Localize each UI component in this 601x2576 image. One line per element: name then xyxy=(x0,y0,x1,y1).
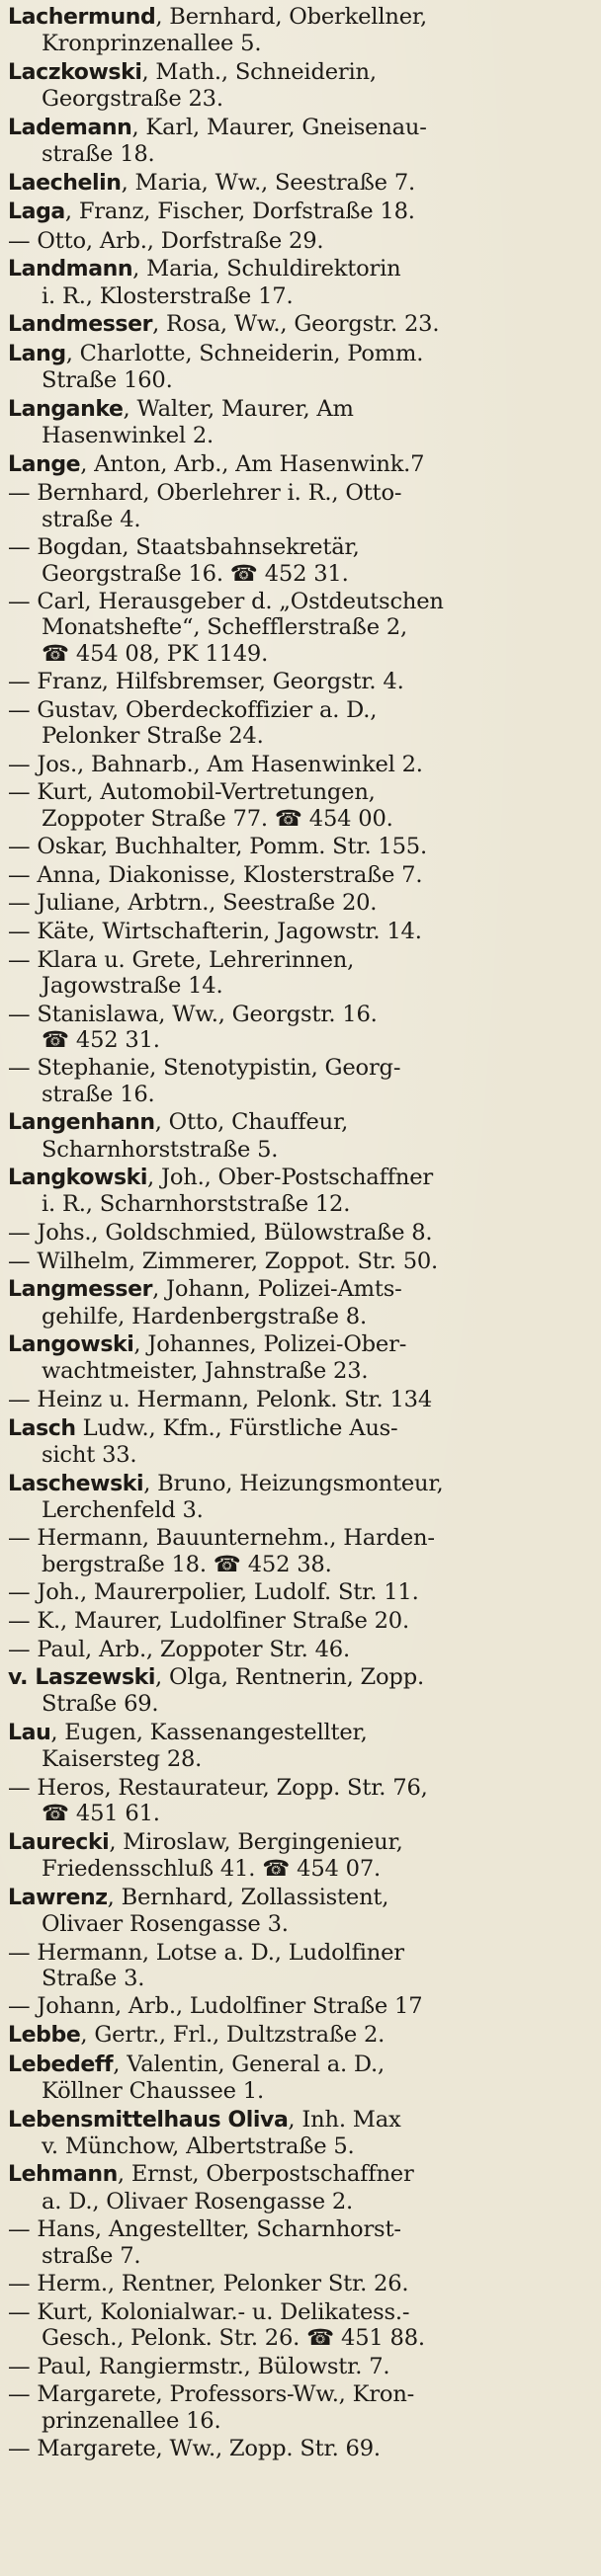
entry-first-line xyxy=(8,1579,595,1605)
entry-first-line xyxy=(8,1829,595,1856)
entry-text: — Kurt, Automobil-Vertretungen, xyxy=(8,779,376,806)
entry-text: Friedensschluß 41. ☎ 454 07. xyxy=(42,1856,381,1883)
entry-surname: Landmesser xyxy=(8,312,153,338)
entry-first-line xyxy=(8,1664,595,1691)
entry-text: — Carl, Herausgeber d. „Ostdeutschen xyxy=(8,589,444,615)
entry-text: — K., Maurer, Ludolfiner Straße 20. xyxy=(8,1607,409,1634)
entry-first-line xyxy=(8,947,595,973)
entry-surname: Lehmann xyxy=(8,2162,118,2188)
entry-first-line xyxy=(8,834,595,859)
entry-first-line xyxy=(8,1165,595,1191)
entry-surname: Langanke xyxy=(8,396,124,422)
entry-text: , Eugen, Kassenangestellter, xyxy=(50,1719,368,1745)
directory-entry xyxy=(8,2354,595,2379)
entry-text: , Otto, Chauffeur, xyxy=(154,1109,349,1136)
entry-first-line xyxy=(8,752,595,777)
directory-entry xyxy=(8,1415,595,1469)
directory-entry xyxy=(8,311,595,338)
entry-text: — Gustav, Oberdeckoffizier a. D., xyxy=(8,696,378,723)
directory-entry xyxy=(8,451,595,478)
directory-entry xyxy=(8,115,595,168)
entry-continuation-line xyxy=(8,1552,595,1577)
entry-continuation-line xyxy=(8,507,595,532)
entry-first-line xyxy=(8,1002,595,1027)
entry-surname: Lachermund xyxy=(8,5,156,30)
entry-surname: Lang xyxy=(8,341,66,366)
entry-text: , Miroslaw, Bergingenieur, xyxy=(109,1828,403,1855)
directory-entry xyxy=(8,2381,595,2434)
directory-entry xyxy=(8,1248,595,1274)
directory-entry xyxy=(8,1055,595,1107)
entry-continuation-line xyxy=(8,2408,595,2434)
entry-surname: Laga xyxy=(8,200,65,225)
directory-entry xyxy=(8,1525,595,1577)
entry-first-line xyxy=(8,199,595,225)
entry-continuation-line xyxy=(8,1911,595,1937)
entry-text: , Anton, Arb., Am Hasenwink.7 xyxy=(80,450,425,477)
entry-text: i. R., Klosterstraße 17. xyxy=(42,282,294,309)
entry-continuation-line xyxy=(8,1691,595,1717)
entry-first-line xyxy=(8,697,595,723)
entry-surname: Laechelin xyxy=(8,170,122,196)
directory-entry xyxy=(8,59,595,113)
entry-first-line xyxy=(8,451,595,478)
entry-first-line xyxy=(8,1109,595,1136)
directory-entry xyxy=(8,947,595,1000)
entry-first-line xyxy=(8,589,595,614)
entry-text: Scharnhorststraße 5. xyxy=(42,1136,279,1163)
entry-first-line xyxy=(8,115,595,141)
entry-text: , Rosa, Ww., Georgstr. 23. xyxy=(152,311,440,338)
directory-entry xyxy=(8,919,595,944)
directory-entry xyxy=(8,1993,595,2019)
entry-continuation-line xyxy=(8,1856,595,1882)
entry-first-line xyxy=(8,2299,595,2325)
entry-continuation-line xyxy=(8,1497,595,1523)
entry-text: Ludw., Kfm., Fürstliche Aus- xyxy=(75,1414,398,1441)
entry-first-line xyxy=(8,1276,595,1303)
directory-entry xyxy=(8,1276,595,1329)
directory-entry xyxy=(8,1220,595,1246)
directory-entry xyxy=(8,1579,595,1605)
entry-text: — Herm., Rentner, Pelonker Str. 26. xyxy=(8,2271,409,2297)
directory-entry xyxy=(8,1165,595,1218)
entry-first-line xyxy=(8,890,595,916)
directory-entry xyxy=(8,228,595,254)
entry-first-line xyxy=(8,1608,595,1634)
entry-text: — Johs., Goldschmied, Bülowstraße 8. xyxy=(8,1220,433,1247)
entry-first-line xyxy=(8,311,595,338)
directory-entry xyxy=(8,1002,595,1054)
entry-first-line xyxy=(8,669,595,694)
entry-text: , Gertr., Frl., Dultzstraße 2. xyxy=(80,2022,386,2049)
directory-entry xyxy=(8,2299,595,2352)
entry-text: — Oskar, Buchhalter, Pomm. Str. 155. xyxy=(8,834,427,860)
entry-text: — Klara u. Grete, Lehrerinnen, xyxy=(8,946,355,973)
entry-text: straße 18. xyxy=(42,141,155,168)
entry-first-line xyxy=(8,919,595,944)
entry-first-line xyxy=(8,1637,595,1662)
entry-first-line xyxy=(8,1775,595,1801)
directory-entry xyxy=(8,4,595,57)
entry-continuation-line xyxy=(8,806,595,832)
directory-entry xyxy=(8,1637,595,1662)
directory-entry xyxy=(8,2052,595,2105)
entry-surname: Laschewski xyxy=(8,1471,144,1496)
entry-first-line xyxy=(8,341,595,367)
directory-entry xyxy=(8,2436,595,2461)
entry-continuation-line xyxy=(8,31,595,56)
directory-entry xyxy=(8,480,595,532)
entry-first-line xyxy=(8,1248,595,1274)
directory-entry xyxy=(8,1775,595,1827)
entry-surname: Landmann xyxy=(8,257,133,282)
entry-text: Lerchenfeld 3. xyxy=(42,1496,204,1523)
entry-text: Gesch., Pelonk. Str. 26. ☎ 451 88. xyxy=(42,2325,425,2352)
entry-continuation-line xyxy=(8,367,595,393)
entry-text: — Johann, Arb., Ludolfiner Straße 17 xyxy=(8,1993,423,2020)
directory-entry xyxy=(8,341,595,394)
entry-first-line xyxy=(8,1055,595,1081)
entry-text: , Valentin, General a. D., xyxy=(113,2051,386,2077)
entry-text: — Paul, Arb., Zoppoter Str. 46. xyxy=(8,1636,350,1662)
entry-text: prinzenallee 16. xyxy=(42,2407,221,2434)
entry-continuation-line xyxy=(8,1966,595,1991)
entry-first-line xyxy=(8,2354,595,2379)
entry-text: — Hermann, Lotse a. D., Ludolfiner xyxy=(8,1939,404,1966)
entry-continuation-line xyxy=(8,1801,595,1826)
entry-text: — Juliane, Arbtrn., Seestraße 20. xyxy=(8,890,378,917)
entry-continuation-line xyxy=(8,561,595,587)
entry-continuation-line xyxy=(8,86,595,112)
directory-entry xyxy=(8,669,595,694)
directory-entry xyxy=(8,1331,595,1385)
entry-text: , Franz, Fischer, Dorfstraße 18. xyxy=(64,199,415,225)
entry-continuation-line xyxy=(8,614,595,640)
entry-text: — Paul, Rangiermstr., Bülowstr. 7. xyxy=(8,2353,390,2379)
entry-first-line xyxy=(8,2216,595,2242)
entry-first-line xyxy=(8,59,595,86)
entry-text: , Maria, Schuldirektorin xyxy=(132,256,401,282)
entry-surname: Laczkowski xyxy=(8,59,142,85)
entry-text: Kaisersteg 28. xyxy=(42,1746,203,1773)
entry-first-line xyxy=(8,2161,595,2188)
entry-continuation-line xyxy=(8,2133,595,2159)
entry-continuation-line xyxy=(8,1191,595,1217)
entry-surname: Laurecki xyxy=(8,1829,110,1855)
directory-entry xyxy=(8,2271,595,2296)
entry-text: Georgstraße 16. ☎ 452 31. xyxy=(42,560,349,587)
entry-first-line xyxy=(8,862,595,888)
entry-continuation-line xyxy=(8,723,595,749)
entry-text: Hasenwinkel 2. xyxy=(42,423,215,449)
entry-first-line xyxy=(8,534,595,560)
entry-first-line xyxy=(8,2271,595,2296)
entry-text: gehilfe, Hardenbergstraße 8. xyxy=(42,1303,367,1329)
entry-text: — Kurt, Kolonialwar.- u. Delikatess.- xyxy=(8,2298,410,2325)
entry-text: , Bernhard, Oberkellner, xyxy=(155,4,427,30)
entry-continuation-line xyxy=(8,2078,595,2104)
directory-entry xyxy=(8,2161,595,2214)
entry-first-line xyxy=(8,170,595,197)
directory-entry xyxy=(8,1608,595,1634)
entry-continuation-line xyxy=(8,423,595,448)
entry-first-line xyxy=(8,1940,595,1966)
entry-text: Pelonker Straße 24. xyxy=(42,723,264,750)
entry-text: , Charlotte, Schneiderin, Pomm. xyxy=(65,340,424,366)
entry-text: — Hermann, Bauunternehm., Harden- xyxy=(8,1525,435,1552)
entry-text: — Jos., Bahnarb., Am Hasenwinkel 2. xyxy=(8,751,423,777)
directory-entry xyxy=(8,1885,595,1938)
entry-first-line xyxy=(8,396,595,423)
entry-continuation-line xyxy=(8,1358,595,1384)
entry-first-line xyxy=(8,228,595,254)
directory-entry xyxy=(8,779,595,832)
entry-text: straße 16. xyxy=(42,1081,155,1107)
entry-surname: Lebensmittelhaus Oliva xyxy=(8,2107,289,2133)
entry-first-line xyxy=(8,1993,595,2019)
entry-text: Straße 69. xyxy=(42,1691,159,1718)
directory-entry xyxy=(8,1471,595,1524)
entry-text: wachtmeister, Jahnstraße 23. xyxy=(42,1358,369,1385)
entry-first-line xyxy=(8,1471,595,1497)
entry-text: — Otto, Arb., Dorfstraße 29. xyxy=(8,227,324,254)
directory-entry xyxy=(8,1940,595,1992)
entry-text: , Johannes, Polizei-Ober- xyxy=(133,1331,407,1358)
entry-first-line xyxy=(8,2107,595,2133)
entry-continuation-line xyxy=(8,2189,595,2214)
entry-continuation-line xyxy=(8,1442,595,1468)
entry-first-line xyxy=(8,256,595,282)
entry-text: a. D., Olivaer Rosengasse 2. xyxy=(42,2188,354,2214)
entry-continuation-line xyxy=(8,283,595,309)
entry-text: straße 7. xyxy=(42,2242,141,2269)
entry-surname: Lademann xyxy=(8,115,132,140)
entry-surname: Langmesser xyxy=(8,1277,153,1303)
directory-entry xyxy=(8,2216,595,2269)
entry-first-line xyxy=(8,1720,595,1746)
entry-text: Monatshefte“, Schefflerstraße 2, xyxy=(42,614,408,641)
entry-text: Zoppoter Straße 77. ☎ 454 00. xyxy=(42,805,393,832)
entry-first-line xyxy=(8,480,595,506)
directory-entry xyxy=(8,1829,595,1883)
entry-text: ☎ 452 31. xyxy=(42,1026,160,1053)
entry-first-line xyxy=(8,1885,595,1911)
directory-entry xyxy=(8,2022,595,2049)
entry-text: , Inh. Max xyxy=(288,2106,401,2133)
entry-text: , Olga, Rentnerin, Zopp. xyxy=(155,1664,424,1691)
entry-text: Straße 3. xyxy=(42,1965,145,1991)
entry-continuation-line xyxy=(8,641,595,667)
entry-first-line xyxy=(8,1331,595,1358)
entry-continuation-line xyxy=(8,2325,595,2351)
entry-text: — Bernhard, Oberlehrer i. R., Otto- xyxy=(8,480,402,507)
entry-continuation-line xyxy=(8,973,595,999)
entry-text: Jagowstraße 14. xyxy=(42,972,223,999)
entry-surname: Lasch xyxy=(8,1415,76,1441)
entry-text: — Bogdan, Staatsbahnsekretär, xyxy=(8,534,360,561)
entry-first-line xyxy=(8,4,595,31)
entry-surname: Lau xyxy=(8,1720,51,1745)
directory-entry xyxy=(8,1109,595,1163)
entry-surname: Lawrenz xyxy=(8,1885,108,1910)
entry-first-line xyxy=(8,2436,595,2461)
entry-text: — Heros, Restaurateur, Zopp. Str. 76, xyxy=(8,1774,428,1801)
entry-text: , Karl, Maurer, Gneisenau- xyxy=(131,114,427,140)
entry-continuation-line xyxy=(8,1137,595,1163)
entry-text: bergstraße 18. ☎ 452 38. xyxy=(42,1551,332,1577)
entry-text: — Stephanie, Stenotypistin, Georg- xyxy=(8,1055,401,1082)
entry-surname: Lange xyxy=(8,451,81,477)
directory-entry xyxy=(8,256,595,309)
entry-first-line xyxy=(8,2022,595,2049)
entry-first-line xyxy=(8,1525,595,1551)
entry-text: — Käte, Wirtschafterin, Jagowstr. 14. xyxy=(8,919,422,945)
entry-text: Straße 160. xyxy=(42,367,173,394)
entry-surname: v. Laszewski xyxy=(8,1665,156,1691)
entry-text: — Heinz u. Hermann, Pelonk. Str. 134 xyxy=(8,1387,433,1413)
entry-first-line xyxy=(8,779,595,805)
entry-text: — Hans, Angestellter, Scharnhorst- xyxy=(8,2216,401,2243)
directory-entry xyxy=(8,1387,595,1412)
entry-text: i. R., Scharnhorststraße 12. xyxy=(42,1191,351,1218)
entry-text: — Stanislawa, Ww., Georgstr. 16. xyxy=(8,1001,378,1027)
entry-first-line xyxy=(8,1220,595,1246)
entry-text: v. Münchow, Albertstraße 5. xyxy=(42,2133,355,2159)
entry-text: Georgstraße 23. xyxy=(42,86,223,113)
directory-entry xyxy=(8,1720,595,1773)
entry-text: — Anna, Diakonisse, Klosterstraße 7. xyxy=(8,861,423,888)
directory-entry xyxy=(8,199,595,225)
entry-text: Kronprinzenallee 5. xyxy=(42,31,262,57)
entry-continuation-line xyxy=(8,2243,595,2269)
entry-continuation-line xyxy=(8,1304,595,1329)
directory-entry xyxy=(8,862,595,888)
entry-text: , Walter, Maurer, Am xyxy=(123,395,354,422)
directory-entry xyxy=(8,396,595,449)
entry-text: , Bernhard, Zollassistent, xyxy=(107,1884,389,1910)
entry-text: straße 4. xyxy=(42,506,141,532)
entry-text: ☎ 454 08, PK 1149. xyxy=(42,640,269,667)
entry-surname: Langkowski xyxy=(8,1166,148,1191)
entry-surname: Lebedeff xyxy=(8,2052,114,2077)
directory-entry xyxy=(8,1664,595,1718)
entry-text: , Bruno, Heizungsmonteur, xyxy=(143,1470,444,1496)
entry-first-line xyxy=(8,2381,595,2407)
entry-text: sicht 33. xyxy=(42,1441,137,1468)
directory-entry xyxy=(8,890,595,916)
directory-entry xyxy=(8,752,595,777)
entry-text: , Johann, Polizei-Amts- xyxy=(152,1276,402,1303)
entry-continuation-line xyxy=(8,1746,595,1772)
entry-text: , Maria, Ww., Seestraße 7. xyxy=(121,169,415,196)
entry-text: — Joh., Maurerpolier, Ludolf. Str. 11. xyxy=(8,1579,419,1606)
entry-text: — Franz, Hilfsbremser, Georgstr. 4. xyxy=(8,669,404,695)
entry-continuation-line xyxy=(8,141,595,167)
entry-text: — Margarete, Professors-Ww., Kron- xyxy=(8,2381,415,2408)
directory-entry xyxy=(8,589,595,667)
entry-continuation-line xyxy=(8,1027,595,1053)
entry-text: ☎ 451 61. xyxy=(42,1801,160,1827)
entry-surname: Lebbe xyxy=(8,2023,81,2049)
entry-first-line xyxy=(8,1387,595,1412)
entry-first-line xyxy=(8,1415,595,1442)
directory-entry xyxy=(8,2107,595,2160)
entry-continuation-line xyxy=(8,1082,595,1107)
entry-text: , Math., Schneiderin, xyxy=(141,58,377,85)
entry-text: Olivaer Rosengasse 3. xyxy=(42,1910,289,1937)
entry-surname: Langowski xyxy=(8,1332,134,1358)
entry-text: Köllner Chaussee 1. xyxy=(42,2077,264,2104)
entry-text: — Margarete, Ww., Zopp. Str. 69. xyxy=(8,2436,381,2462)
entry-text: , Ernst, Oberpostschaffner xyxy=(117,2161,414,2188)
directory-entry xyxy=(8,170,595,197)
entry-text: — Wilhelm, Zimmerer, Zoppot. Str. 50. xyxy=(8,1248,439,1274)
entry-text: , Joh., Ober-Postschaffner xyxy=(147,1165,434,1191)
directory-entry xyxy=(8,697,595,750)
entry-first-line xyxy=(8,2052,595,2078)
directory-entry xyxy=(8,534,595,587)
entry-surname: Langenhann xyxy=(8,1110,155,1136)
directory-entry xyxy=(8,834,595,859)
